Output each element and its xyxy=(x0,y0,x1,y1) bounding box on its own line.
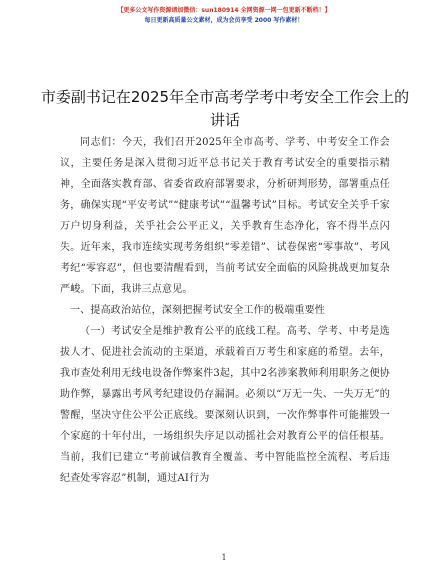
section-heading: 一、提高政治站位，深刻把握考试安全工作的极端重要性 xyxy=(70,305,325,316)
opening-paragraph: 同志们：今天，我们召开2025年全市高考、学考、中考安全工作会议，主要任务是深入贯彻习近平总书记关于教育考试安全的重要指示精神，全面落实教育部、省委省政府部署要求，分析研判形势，部署重点任务，确保实现“平安考试”“健康考试”“温馨考试”目标。考试安全关乎千家万户切身利益，关乎社会公平正义，关乎教育生态净化，容不得半点闪失。近年来，我市连续实现考务组织“零差错”、试卷保密“零事故”、考风考纪“零容忍”，但也要清醒看到，当前考试安全面临的风险挑战更加复杂严峻。下面，我讲三点意见。 xyxy=(60,137,390,295)
subsection-paragraph: （一）考试安全是维护教育公平的底线工程。高考、学考、中考是选拔人才、促进社会流动的主渠道，承载着百万考生和家庭的希望。去年，我市查处利用无线电设备作弊案件3起，其中2名涉案教师利用职务之便协助作弊，暴露出考风考纪建设仍存漏洞。必须以“万无一失、一失万无”的警醒，坚决守住公平公正底线。要深刻认识到，一次作弊事件可能摧毁一个家庭的十年付出，一场组织失序足以动摇社会对教育公平的信任根基。当前，我们已建立“考前诚信教育全覆盖、考中智能监控全流程、考后违纪查处零容忍”机制，通过AI行为 xyxy=(60,326,390,484)
promo-banner xyxy=(0,6,448,26)
document-body xyxy=(60,132,390,489)
page-number: 1 xyxy=(221,553,227,562)
promo-banner-line-1: 【更多公文写作资源请加微信：sun180914 全网资源一网一包更新不断档！】 xyxy=(117,7,331,14)
promo-banner-line-2: 每日更新高质量公文素材，成为会员享受 2000 写作素材！ xyxy=(144,17,304,24)
document-title: 市委副书记在2025年全市高考学考中考安全工作会上的讲话 xyxy=(40,88,410,129)
